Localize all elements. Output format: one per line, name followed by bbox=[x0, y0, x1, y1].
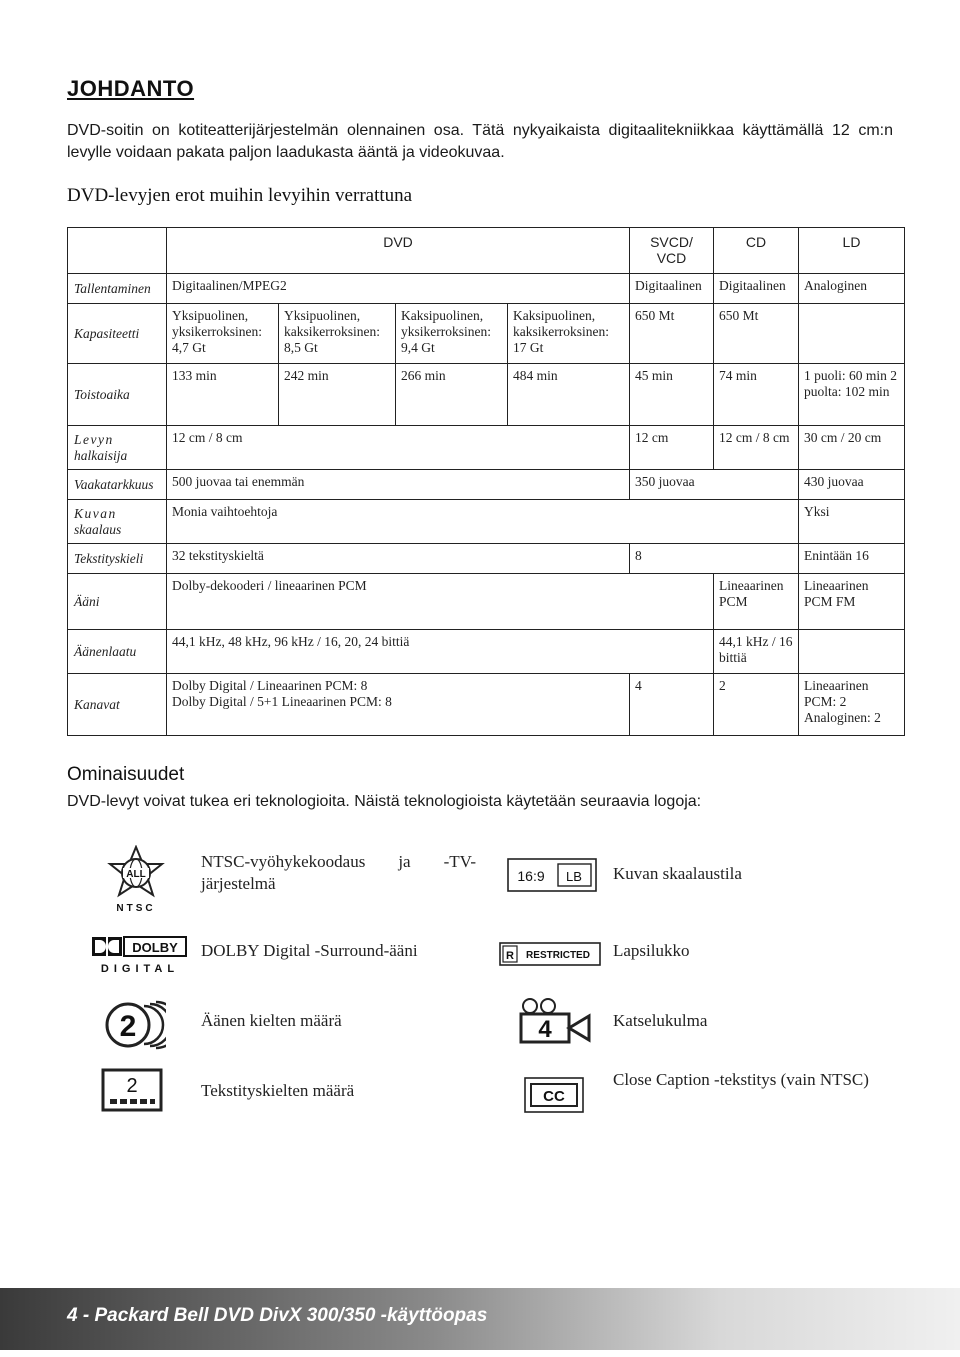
table-row bbox=[68, 544, 905, 574]
table-cell: 650 Mt bbox=[714, 304, 799, 364]
parental-logo-b: RESTRICTED bbox=[526, 950, 590, 961]
row-label: Kanavat bbox=[68, 674, 167, 736]
dolby-logo-text: DOLBY bbox=[132, 940, 178, 955]
table-cell: 1 puoli: 60 min 2 puolta: 102 min bbox=[799, 364, 905, 426]
dolby-logo-sub: DIGITAL bbox=[100, 963, 180, 975]
row-label-line1: Kuvan bbox=[74, 505, 117, 521]
table-cell: 12 cm / 8 cm bbox=[714, 426, 799, 470]
intro-paragraph: DVD-soitin on kotiteatterijärjestelmän olennainen osa. Tätä nykyaikaista digitaalitekniikkaa käyttämällä 12 cm:n levylle voidaan pakata paljon laadukasta ääntä ja videokuvaa. bbox=[67, 122, 893, 161]
table-cell: 350 juovaa bbox=[630, 470, 714, 500]
subtitle-languages-logo-icon bbox=[101, 1068, 163, 1116]
header-svcd: SVCD/ VCD bbox=[630, 228, 714, 274]
section-title: JOHDANTO bbox=[67, 76, 195, 101]
comparison-table bbox=[67, 227, 905, 736]
comparison-heading: DVD-levyjen erot muihin levyihin verrattuna bbox=[67, 185, 413, 206]
subtitle-logo-text: 2 bbox=[126, 1075, 138, 1097]
table-cell: Analoginen bbox=[799, 274, 905, 304]
table-cell: 2 bbox=[714, 674, 799, 736]
table-cell: Yksi bbox=[799, 500, 905, 544]
angle-logo-text: 4 bbox=[538, 1016, 552, 1043]
table-cell bbox=[167, 674, 630, 736]
table-row bbox=[68, 674, 905, 736]
table-cell bbox=[799, 630, 905, 674]
table-cell: Yksipuolinen, yksikerroksinen: 4,7 Gt bbox=[167, 304, 279, 364]
closed-caption-logo-icon bbox=[524, 1077, 584, 1117]
row-label: Tallentaminen bbox=[68, 274, 167, 304]
dolby-description: DOLBY Digital -Surround-ääni bbox=[201, 941, 418, 960]
angle-description: Katselukulma bbox=[613, 1011, 708, 1030]
row-label: Äänenlaatu bbox=[68, 630, 167, 674]
parental-description: Lapsilukko bbox=[613, 941, 690, 960]
audio-languages-description: Äänen kielten määrä bbox=[201, 1011, 342, 1030]
channels-line2: Dolby Digital / 5+1 Lineaarinen PCM: 8 bbox=[172, 694, 392, 709]
footer-bar bbox=[0, 1288, 960, 1350]
channels-line1: Dolby Digital / Lineaarinen PCM: 8 bbox=[172, 678, 368, 693]
empty-corner-cell bbox=[68, 228, 167, 274]
row-label: Tekstityskieli bbox=[68, 544, 167, 574]
table-row bbox=[68, 304, 905, 364]
table-cell bbox=[799, 304, 905, 364]
row-label: Toistoaika bbox=[68, 364, 167, 426]
table-cell: 74 min bbox=[714, 364, 799, 426]
parental-lock-logo-icon bbox=[499, 942, 601, 970]
features-intro: DVD-levyt voivat tukea eri teknologioita. Näistä teknologioista käytetään seuraavia logoja: bbox=[67, 793, 702, 810]
table-cell: 266 min bbox=[396, 364, 508, 426]
table-cell: 430 juovaa bbox=[799, 470, 905, 500]
table-cell: 32 tekstityskieltä bbox=[167, 544, 630, 574]
table-cell: Dolby-dekooderi / lineaarinen PCM bbox=[167, 574, 714, 630]
ntsc-logo-sub: NTSC bbox=[116, 903, 156, 913]
camera-angle-logo-icon bbox=[518, 998, 592, 1052]
row-label-line2: skaalaus bbox=[74, 521, 122, 537]
table-cell: Kaksipuolinen, yksikerroksinen: 9,4 Gt bbox=[396, 304, 508, 364]
row-label bbox=[68, 426, 167, 470]
table-cell: Kaksipuolinen, kaksikerroksinen: 17 Gt bbox=[508, 304, 630, 364]
row-label: Kapasiteetti bbox=[68, 304, 167, 364]
table-header-row bbox=[68, 228, 905, 274]
audio-logo-text: 2 bbox=[119, 1010, 137, 1043]
cc-logo-text: CC bbox=[543, 1088, 565, 1105]
table-cell: 484 min bbox=[508, 364, 630, 426]
table-row bbox=[68, 274, 905, 304]
table-cell: 12 cm bbox=[630, 426, 714, 470]
ntsc-description: NTSC-vyöhykekoodaus ja -TV-järjestelmä bbox=[201, 852, 476, 893]
header-dvd: DVD bbox=[167, 228, 630, 274]
table-cell: Digitaalinen/MPEG2 bbox=[167, 274, 630, 304]
table-cell: 8 bbox=[630, 544, 714, 574]
table-cell bbox=[714, 470, 799, 500]
table-row bbox=[68, 470, 905, 500]
audio-languages-logo-icon bbox=[104, 1000, 166, 1054]
footer-text: 4 - Packard Bell DVD DivX 300/350 -käyttöopas bbox=[67, 1305, 488, 1326]
cc-description: Close Caption -tekstitys (vain NTSC) bbox=[613, 1070, 869, 1089]
row-label: Ääni bbox=[68, 574, 167, 630]
features-heading: Ominaisuudet bbox=[67, 764, 185, 785]
table-cell: Digitaalinen bbox=[714, 274, 799, 304]
table-row bbox=[68, 630, 905, 674]
table-cell: Enintään 16 bbox=[799, 544, 905, 574]
table-cell: 4 bbox=[630, 674, 714, 736]
dolby-digital-logo-icon bbox=[91, 935, 189, 979]
table-cell: 500 juovaa tai enemmän bbox=[167, 470, 630, 500]
aspect-logo-b: LB bbox=[566, 869, 582, 884]
row-label bbox=[68, 500, 167, 544]
table-cell: 45 min bbox=[630, 364, 714, 426]
table-cell: Yksipuolinen, kaksikerroksinen: 8,5 Gt bbox=[279, 304, 396, 364]
ntsc-logo-text: ALL bbox=[126, 869, 146, 880]
aspect-description: Kuvan skaalaustila bbox=[613, 864, 742, 883]
table-cell: 242 min bbox=[279, 364, 396, 426]
table-row bbox=[68, 426, 905, 470]
table-cell: 44,1 kHz, 48 kHz, 96 kHz / 16, 20, 24 bittiä bbox=[167, 630, 714, 674]
table-row bbox=[68, 500, 905, 544]
table-cell: Lineaarinen PCM: 2 Analoginen: 2 bbox=[799, 674, 905, 736]
row-label-line1: Levyn bbox=[74, 431, 114, 447]
table-row bbox=[68, 574, 905, 630]
table-cell bbox=[714, 544, 799, 574]
header-cd: CD bbox=[714, 228, 799, 274]
table-cell: 12 cm / 8 cm bbox=[167, 426, 630, 470]
aspect-logo-a: 16:9 bbox=[517, 868, 545, 884]
row-label-line2: halkaisija bbox=[74, 447, 128, 463]
table-cell: 44,1 kHz / 16 bittiä bbox=[714, 630, 799, 674]
table-cell: Monia vaihtoehtoja bbox=[167, 500, 799, 544]
ntsc-all-logo-icon bbox=[104, 845, 168, 917]
subtitle-languages-description: Tekstityskielten määrä bbox=[201, 1081, 355, 1100]
table-cell: 133 min bbox=[167, 364, 279, 426]
table-row bbox=[68, 364, 905, 426]
row-label: Vaakatarkkuus bbox=[68, 470, 167, 500]
table-cell: 650 Mt bbox=[630, 304, 714, 364]
table-cell: Digitaalinen bbox=[630, 274, 714, 304]
table-cell: 30 cm / 20 cm bbox=[799, 426, 905, 470]
table-cell: Lineaarinen PCM bbox=[714, 574, 799, 630]
aspect-ratio-logo-icon bbox=[507, 858, 597, 896]
table-cell: Lineaarinen PCM FM bbox=[799, 574, 905, 630]
header-ld: LD bbox=[799, 228, 905, 274]
parental-logo-a: R bbox=[506, 950, 514, 962]
